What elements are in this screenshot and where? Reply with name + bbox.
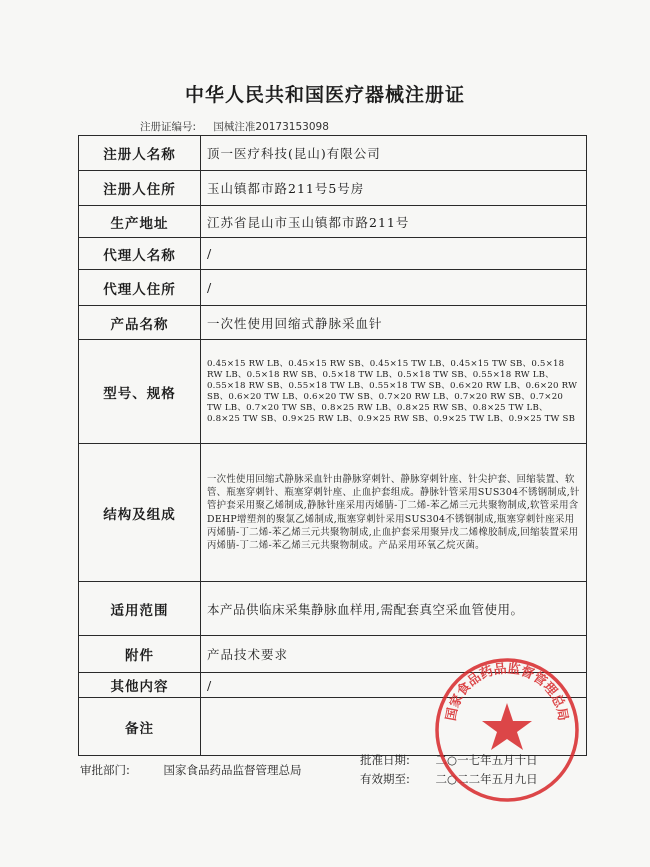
row-label: 适用范围: [79, 582, 201, 636]
row-label: 附件: [79, 636, 201, 673]
document-title: 中华人民共和国医疗器械注册证: [184, 84, 465, 106]
expiry-date-label: 有效期至:: [360, 772, 410, 786]
approval-date-value: 二○一七年五月十日: [435, 753, 538, 767]
row-agent-address: [79, 270, 587, 306]
approval-date-label: 批准日期:: [360, 753, 410, 767]
row-value: 玉山镇都市路211号5号房: [201, 171, 587, 206]
row-product-name: [79, 306, 587, 340]
row-label: 生产地址: [79, 206, 201, 238]
row-scope: [79, 582, 587, 636]
row-value: 0.45×15 RW LB、0.45×15 RW SB、0.45×15 TW LB、0.45×15 TW SB、0.5×18 RW LB、0.5×18 RW SB、0.5×18 TW LB、0.5×18 TW SB、0.55×18 RW LB、0.55×18 RW SB、0.55×18 TW LB、0.55×18 TW SB、0.6×20 RW LB、0.6×20 RW SB、0.6×20 TW LB、0.6×20 TW SB、0.7×20 RW LB、0.7×20 RW SB、0.7×20 TW LB、0.7×20 TW SB、0.8×25 RW LB、0.8×25 RW SB、0.8×25 TW LB、0.8×25 TW SB、0.9×25 RW LB、0.9×25 RW SB、0.9×25 TW LB、0.9×25 TW SB: [201, 340, 587, 444]
row-label: 结构及组成: [79, 444, 201, 582]
row-label: 注册人名称: [79, 136, 201, 171]
row-label: 产品名称: [79, 306, 201, 340]
svg-text:国家食品药品监督管理总局: 国家食品药品监督管理总局: [443, 661, 571, 723]
row-agent-name: [79, 238, 587, 270]
row-production-address: [79, 206, 587, 238]
row-value: 江苏省昆山市玉山镇都市路211号: [201, 206, 587, 238]
row-label: 型号、规格: [79, 340, 201, 444]
row-model-spec: [79, 340, 587, 444]
row-label: 其他内容: [79, 673, 201, 698]
row-value: /: [201, 238, 587, 270]
row-value: 本产品供临床采集静脉血样用,需配套真空采血管使用。: [201, 582, 587, 636]
registration-number-value: 国械注准20173153098: [213, 121, 329, 133]
row-registrant-address: [79, 171, 587, 206]
registration-number-label: 注册证编号:: [140, 121, 197, 133]
approval-department-value: 国家食品药品监督管理总局: [163, 763, 302, 777]
row-value: 一次性使用回缩式静脉采血针: [201, 306, 587, 340]
registration-number: [140, 119, 329, 134]
approval-department-label: 审批部门:: [80, 763, 130, 777]
row-value: /: [201, 270, 587, 306]
row-registrant-name: [79, 136, 587, 171]
row-value: 顶一医疗科技(昆山)有限公司: [201, 136, 587, 171]
row-structure: [79, 444, 587, 582]
row-label: 备注: [79, 698, 201, 756]
official-seal-icon: [432, 655, 582, 805]
row-label: 代理人住所: [79, 270, 201, 306]
row-value: 产品技术要求: [201, 636, 587, 673]
row-value: 一次性使用回缩式静脉采血针由静脉穿刺针、静脉穿刺针座、针尖护套、回缩装置、软管、瓶塞穿刺针、瓶塞穿刺针座、止血护套组成。静脉针管采用SUS304不锈钢制成,针管护套采用聚乙烯制成,静脉针座采用丙烯腈-丁二烯-苯乙烯三元共聚物制成,软管采用含DEHP增塑剂的聚氯乙烯制成,瓶塞穿刺针采用SUS304不锈钢制成,瓶塞穿刺针座采用丙烯腈-丁二烯-苯乙烯三元共聚物制成,止血护套采用聚异戊二烯橡胶制成,回缩装置采用丙烯腈-丁二烯-苯乙烯三元共聚物制成。产品采用环氧乙烷灭菌。: [201, 444, 587, 582]
row-label: 代理人名称: [79, 238, 201, 270]
approval-department: [80, 762, 302, 778]
expiry-date-value: 二○二二年五月九日: [435, 772, 538, 786]
row-label: 注册人住所: [79, 171, 201, 206]
row-value: /: [201, 673, 587, 698]
